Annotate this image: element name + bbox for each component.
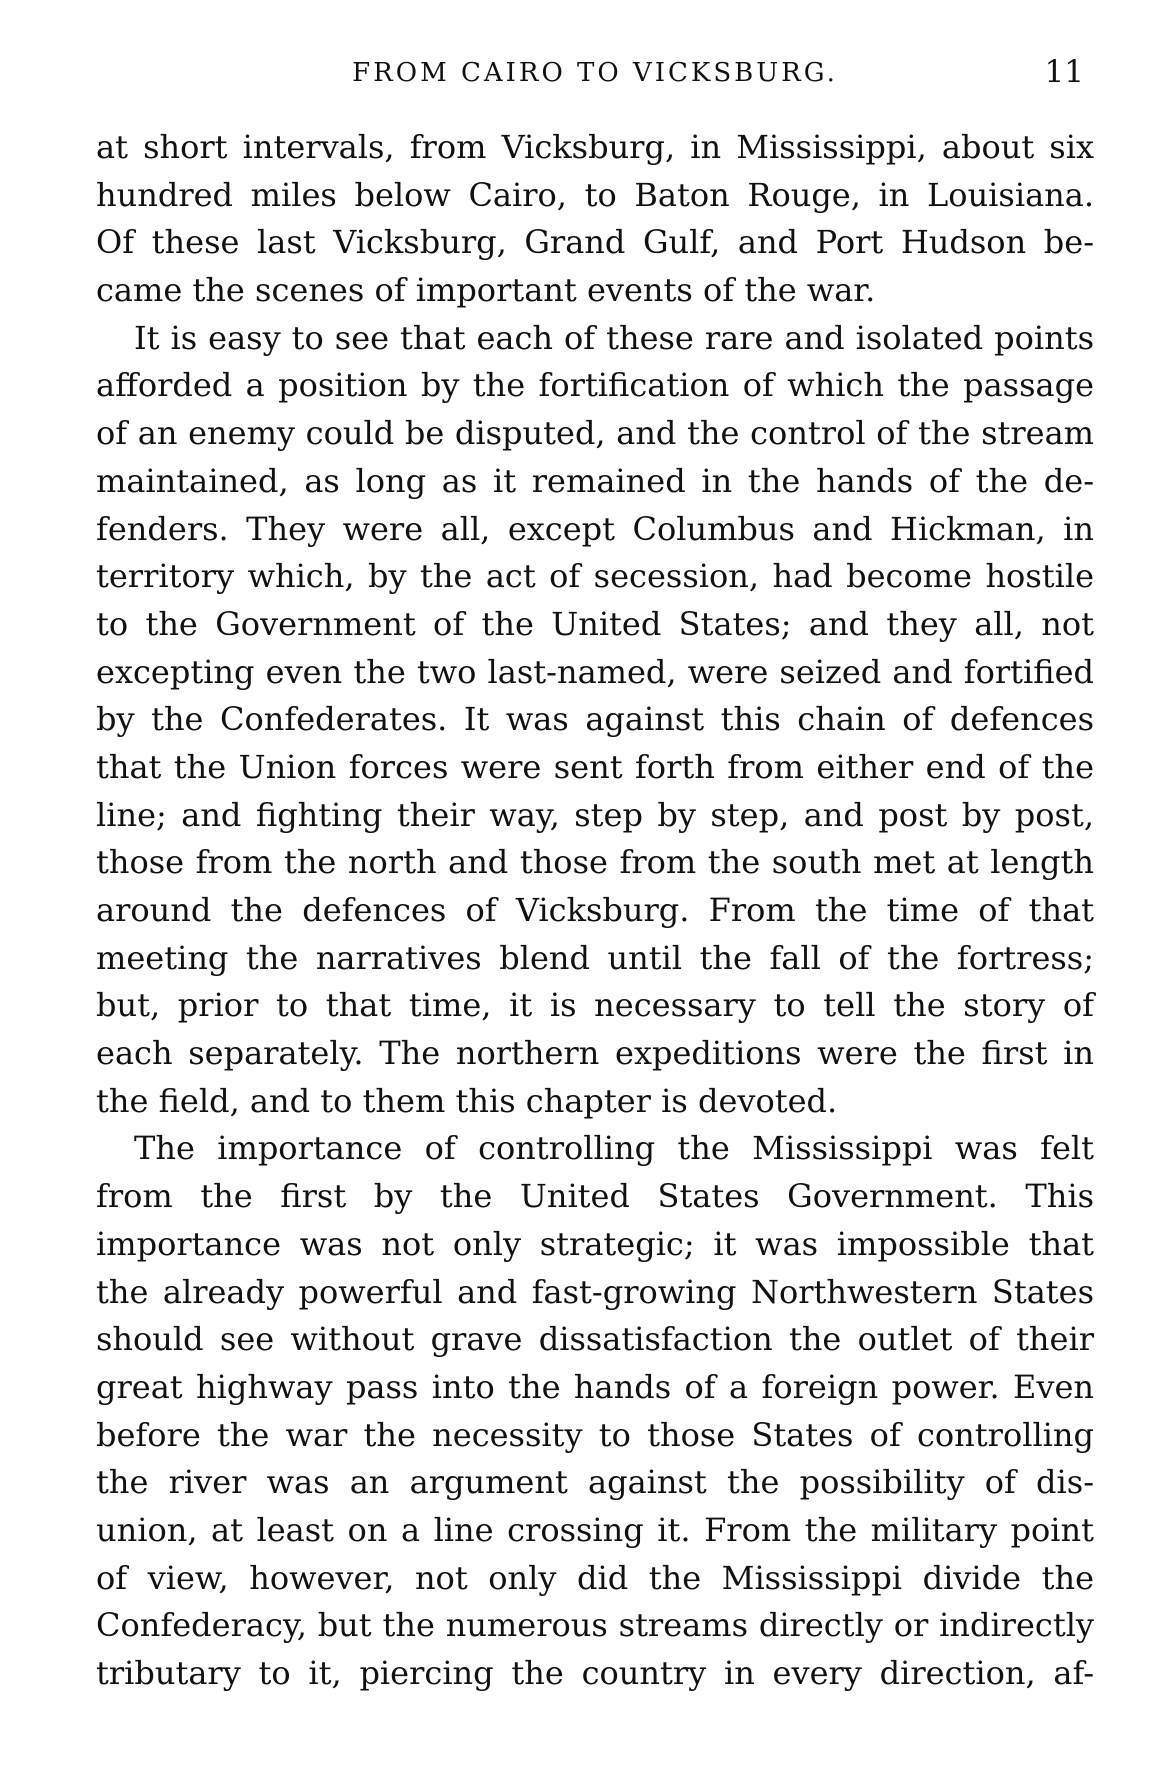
- page-number: 11: [1044, 54, 1084, 90]
- text-line: excepting even the two last-named, were seized and fortified: [96, 652, 1094, 691]
- text-line: tributary to it, piercing the country in every direction, af-: [96, 1654, 1094, 1692]
- text-line: It is easy to see that each of these rare and isolated points: [134, 318, 1094, 357]
- text-line: to the Government of the United States; and they all, not: [96, 604, 1094, 643]
- paragraph-1: [96, 124, 1094, 315]
- text-line: the field, and to them this chapter is devoted.: [96, 1081, 838, 1120]
- text-line: Of these last Vicksburg, Grand Gulf, and Port Hudson be-: [96, 223, 1094, 262]
- text-line: of an enemy could be disputed, and the control of the stream: [96, 414, 1094, 453]
- text-line: territory which, by the act of secession, had become hostile: [96, 557, 1094, 596]
- text-line: the river was an argument against the possibility of dis-: [96, 1463, 1094, 1502]
- text-line: line; and fighting their way, step by step, and post by post,: [96, 795, 1094, 834]
- text-line: those from the north and those from the south met at length: [96, 843, 1094, 882]
- text-line: by the Confederates. It was against this chain of defences: [96, 700, 1094, 739]
- text-line: meeting the narratives blend until the fall of the fortress;: [96, 938, 1094, 977]
- paragraph-2: [96, 315, 1094, 1126]
- text-line: that the Union forces were sent forth from either end of the: [96, 747, 1094, 786]
- text-line: the already powerful and fast-growing Northwestern States: [96, 1272, 1094, 1311]
- text-line: The importance of controlling the Mississippi was felt: [134, 1129, 1094, 1168]
- text-line: maintained, as long as it remained in the hands of the de-: [96, 461, 1094, 500]
- text-line: fenders. They were all, except Columbus and Hickman, in: [96, 509, 1094, 548]
- text-line: before the war the necessity to those States of controlling: [96, 1415, 1094, 1454]
- text-line: of view, however, not only did the Mississippi divide the: [96, 1558, 1094, 1597]
- text-line: Confederacy, but the numerous streams directly or indirectly: [96, 1606, 1094, 1645]
- text-line: but, prior to that time, it is necessary to tell the story of: [96, 986, 1094, 1025]
- text-line: around the defences of Vicksburg. From the time of that: [96, 891, 1094, 929]
- text-line: each separately. The northern expeditions were the first in: [96, 1034, 1094, 1073]
- book-page: [96, 48, 1094, 1698]
- running-head: [96, 48, 1094, 100]
- text-line: came the scenes of important events of the war.: [96, 271, 876, 310]
- text-line: great highway pass into the hands of a foreign power. Even: [96, 1367, 1094, 1406]
- text-line: union, at least on a line crossing it. From the military point: [96, 1510, 1094, 1549]
- text-line: afforded a position by the fortification of which the passage: [96, 366, 1094, 405]
- text-line: from the first by the United States Government. This: [96, 1177, 1094, 1216]
- text-line: should see without grave dissatisfaction the outlet of their: [96, 1320, 1094, 1359]
- text-line: importance was not only strategic; it was impossible that: [96, 1224, 1094, 1263]
- text-line: at short intervals, from Vicksburg, in Mississippi, about six: [96, 128, 1094, 166]
- paragraph-3: [96, 1125, 1094, 1697]
- running-title: FROM CAIRO TO VICKSBURG.: [352, 58, 838, 88]
- text-line: hundred miles below Cairo, to Baton Rouge, in Louisiana.: [96, 175, 1094, 214]
